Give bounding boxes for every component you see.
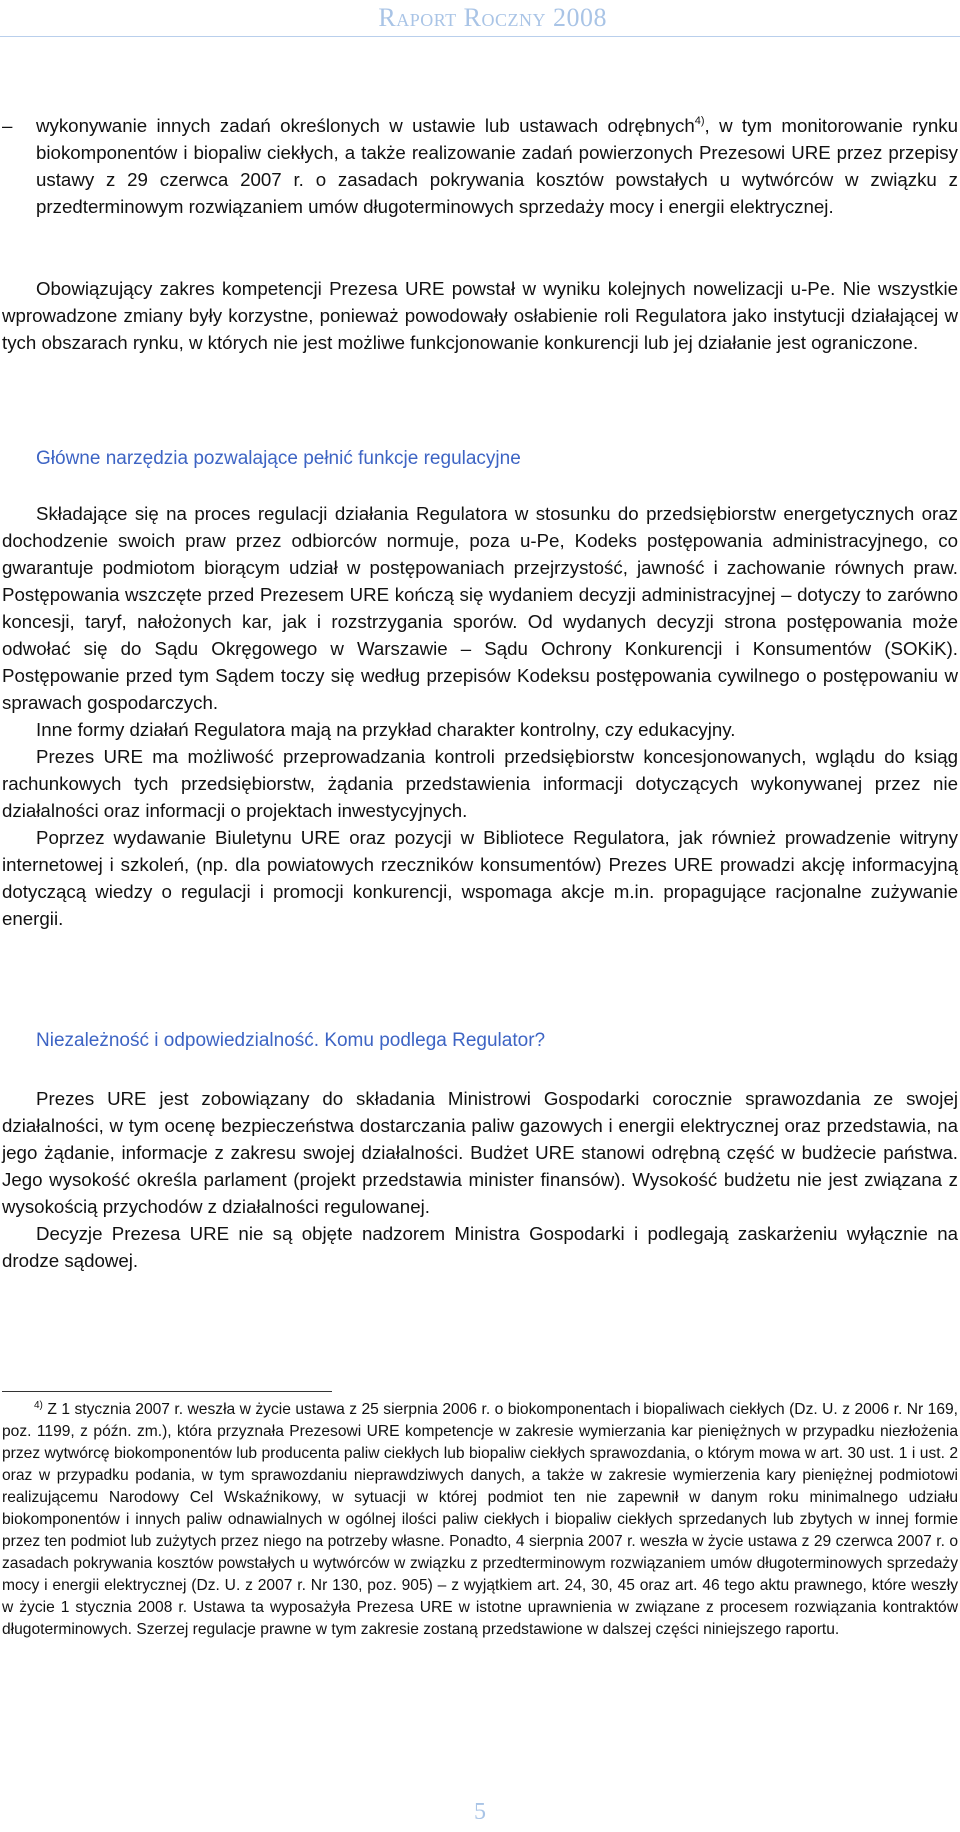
footnote-separator <box>2 1391 332 1392</box>
paragraph: Poprzez wydawanie Biuletynu URE oraz pozycji w Bibliotece Regulatora, jak również prowadzenie witryny internetowej i szkoleń, (np. dla powiatowych rzeczników konsumentów) Prezes URE prowadzi akcję informacyjną dotyczącą wiedzy o regulacji i promocji konkurencji, wspomaga akcje m.in. propagujące racjonalne zużywanie energii. <box>2 827 958 929</box>
paragraph: Prezes URE ma możliwość przeprowadzania kontroli przedsiębiorstw koncesjonowanych, wglądu do ksiąg rachunkowych tych przedsiębiorstw, żądania przedstawienia informacji dotyczących wykonywanej przez nie działalności oraz informacji o projektach inwestycyjnych. <box>2 746 958 821</box>
list-item-text-start: wykonywanie innych zadań określonych w ustawie lub ustawach odrębnych <box>36 115 695 136</box>
page-number: 5 <box>474 1799 486 1825</box>
list-dash: – <box>2 115 13 136</box>
footnote-text <box>2 1399 958 1641</box>
section-independence-body <box>2 1085 958 1274</box>
paragraph: Składające się na proces regulacji działania Regulatora w stosunku do przedsiębiorstw energetycznych oraz dochodzenie swoich praw przez odbiorców normuje, poza u-Pe, Kodeks postępowania administracyjnego, co gwarantuje podmiotom biorącym udział w postępowaniach przejrzystość, jawność i zachowanie równych praw. Postępowania wszczęte przed Prezesem URE kończą się wydaniem decyzji administracyjnej – dotyczy to zarówno koncesji, taryf, nałożonych kar, jak i rozstrzygania sporów. Od wydanych decyzji strona postępowania może odwołać się do Sądu Okręgowego w Warszawie – Sądu Ochrony Konkurencji i Konsumentów (SOKiK). Postępowanie przed tym Sądem toczy się według przepisów Kodeksu postępowania cywilnego o postępowaniu w sprawach gospodarczych. <box>2 503 958 713</box>
intro-paragraph: Obowiązujący zakres kompetencji Prezesa URE powstał w wyniku kolejnych nowelizacji u-Pe. Nie wszystkie wprowadzone zmiany były korzystne, ponieważ powodowały osłabienie roli Regulatora jako instytucji działającej w tych obszarach rynku, w których nie jest możliwe funkcjonowanie konkurencji lub jej działanie jest ograniczone. <box>2 278 958 353</box>
section-heading-independence: Niezależność i odpowiedzialność. Komu podlega Regulator? <box>36 1030 546 1051</box>
footnote-body: Z 1 stycznia 2007 r. weszła w życie ustawa z 25 sierpnia 2006 r. o biokomponentach i biopaliwach ciekłych (Dz. U. z 2006 r. Nr 169, poz. 1199, z późn. zm.), która przyznała Prezesowi URE kompetencje w zakresie wymierzania kar pieniężnych w przypadku niezłożenia przez wytwórcę biokomponentów lub producenta paliw ciekłych lub biopaliw ciekłych sprawozdania, o którym mowa w art. 30 ust. 1 i ust. 2 oraz w przypadku podania, w tym sprawozdaniu nieprawdziwych danych, a także w zakresie wymierzenia kary pieniężnej podmiotowi realizującemu Narodowy Cel Wskaźnikowy, w sytuacji w której podmiot ten nie zapewnił w danym roku minimalnego udziału biokomponentów i innych paliw odnawialnych w ogólnej ilości paliw ciekłych i biopaliw ciekłych sprzedanych lub zbytych w innej formie przez ten podmiot lub zużytych przez niego na potrzeby własne. Ponadto, 4 sierpnia 2007 r. weszła w życie ustawa z 29 czerwca 2007 r. o zasadach pokrywania kosztów powstałych u wytwórców w związku z przedterminowym rozwiązaniem umów długoterminowych sprzedaży mocy i energii elektrycznej (Dz. U. z 2007 r. Nr 130, poz. 905) – z wyjątkiem art. 24, 30, 45 oraz art. 46 tego aktu prawnego, które weszły w życie 1 stycznia 2008 r. Ustawa ta wyposażyła Prezesa URE w istotne uprawnienia w związane z procesem rozwiązania kontraktów długoterminowych. Szerzej regulacje prawne w tym zakresie zostaną przedstawione w dalszej części niniejszego raportu. <box>2 1401 958 1638</box>
paragraph: Prezes URE jest zobowiązany do składania Ministrowi Gospodarki corocznie sprawozdania ze swojej działalności, w tym ocenę bezpieczeństwa dostarczania paliw gazowych i energii elektrycznej oraz przedstawia, na jego żądanie, informacje z zakresu swojej działalności. Budżet URE stanowi odrębną część w budżecie państwa. Jego wysokość określa parlament (projekt przedstawia minister finansów). Wysokość budżetu nie jest związana z wysokością przychodów z działalności regulowanej. <box>2 1088 958 1217</box>
list-item-text-end: , w tym monitorowanie rynku biokomponentów i biopaliw ciekłych, a także realizowanie zadań powierzonych Prezesowi URE przez przepisy ustawy z 29 czerwca 2007 r. o zasadach pokrywania kosztów powstałych u wytwórców w związku z przedterminowym rozwiązaniem umów długoterminowych sprzedaży mocy i energii elektrycznej. <box>36 115 958 217</box>
list-item-text <box>36 112 958 220</box>
section-heading-tools: Główne narzędzia pozwalające pełnić funkcje regulacyjne <box>36 448 521 469</box>
section-tools-body <box>2 500 958 932</box>
paragraph: Decyzje Prezesa URE nie są objęte nadzorem Ministra Gospodarki i podlegają zaskarżeniu wyłącznie na drodze sądowej. <box>2 1223 958 1271</box>
footnote-reference[interactable]: 4) <box>694 115 705 127</box>
footnote-marker: 4) <box>34 1400 43 1411</box>
paragraph: Inne formy działań Regulatora mają na przykład charakter kontrolny, czy edukacyjny. <box>36 719 736 740</box>
running-header-title: Raport Roczny 2008 <box>378 3 607 32</box>
footnote <box>2 1399 958 1641</box>
list-item <box>2 112 958 220</box>
intro-paragraph-block <box>2 275 958 356</box>
header-divider <box>0 36 960 37</box>
